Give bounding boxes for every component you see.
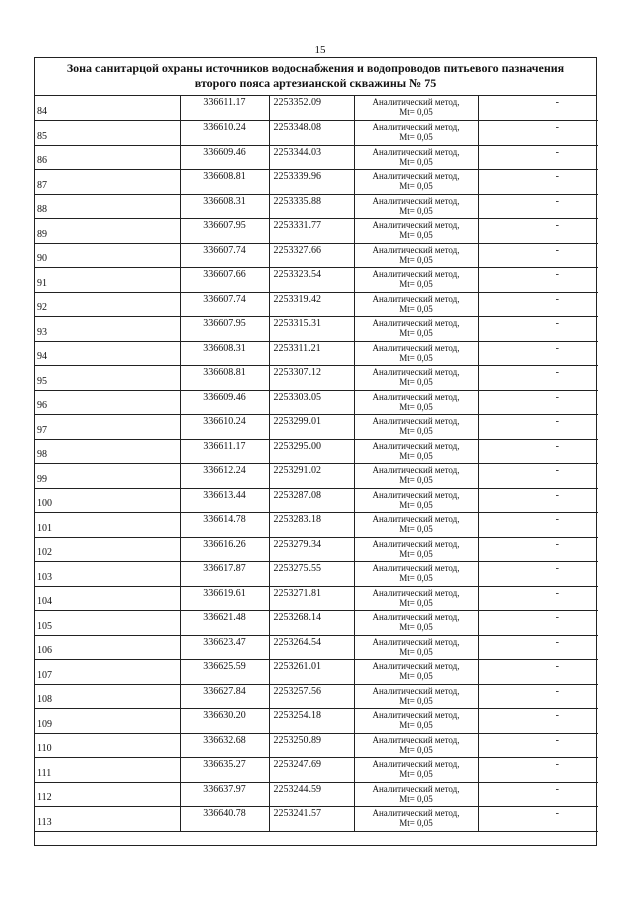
method-accuracy: Mt= 0,05 — [399, 597, 433, 608]
x-coordinate-cell: 336608.81 — [180, 366, 269, 391]
x-coordinate-cell: 336613.44 — [180, 488, 269, 513]
y-coordinate-cell: 2253348.08 — [269, 121, 354, 146]
method-name: Аналитический метод, — [372, 269, 460, 279]
table-row — [35, 415, 598, 440]
method-accuracy: Mt= 0,05 — [399, 475, 433, 485]
method-accuracy: Mt= 0,05 — [399, 793, 433, 804]
point-number: 103 — [37, 571, 52, 583]
point-number-cell — [35, 243, 180, 268]
point-number: 89 — [37, 228, 47, 240]
method-cell — [354, 660, 478, 685]
point-number: 96 — [37, 400, 47, 411]
method-cell — [354, 758, 478, 783]
method-accuracy: Mt= 0,05 — [399, 450, 433, 461]
y-coordinate-cell: 2253279.34 — [269, 537, 354, 562]
point-number-cell — [35, 390, 180, 415]
x-coordinate-cell: 336607.95 — [180, 317, 269, 342]
x-coordinate-cell: 336607.95 — [180, 219, 269, 244]
point-number: 107 — [37, 669, 52, 681]
y-coordinate-cell: 2253315.31 — [269, 317, 354, 342]
method-cell — [354, 537, 478, 562]
method-accuracy: Mt= 0,05 — [399, 744, 433, 755]
coordinates-table — [35, 96, 598, 832]
y-coordinate-cell: 2253257.56 — [269, 684, 354, 709]
table-row — [35, 660, 598, 685]
point-number: 87 — [37, 179, 47, 191]
method-name: Аналитический метод, — [372, 97, 460, 107]
point-number: 93 — [37, 326, 47, 338]
y-coordinate-cell: 2253254.18 — [269, 709, 354, 734]
mark-cell: - — [478, 341, 598, 366]
mark-cell: - — [478, 292, 598, 317]
mark-cell: - — [478, 366, 598, 391]
y-coordinate-cell: 2253335.88 — [269, 194, 354, 219]
point-number: 99 — [37, 473, 47, 485]
method-accuracy: Mt= 0,05 — [399, 205, 433, 216]
y-coordinate-cell: 2253344.03 — [269, 145, 354, 170]
table-row — [35, 268, 598, 293]
y-coordinate-cell: 2253339.96 — [269, 170, 354, 195]
y-coordinate-cell: 2253311.21 — [269, 341, 354, 366]
x-coordinate-cell: 336625.59 — [180, 660, 269, 685]
table-row — [35, 635, 598, 660]
mark-cell: - — [478, 121, 598, 146]
mark-cell: - — [478, 464, 598, 489]
point-number-cell — [35, 586, 180, 611]
table-row — [35, 317, 598, 342]
method-name: Аналитический метод, — [372, 293, 460, 304]
table-row — [35, 611, 598, 636]
x-coordinate-cell: 336611.17 — [180, 439, 269, 464]
mark-cell: - — [478, 611, 598, 636]
method-name: Аналитический метод, — [372, 685, 460, 696]
method-name: Аналитический метод, — [372, 710, 460, 720]
method-name: Аналитический метод, — [372, 367, 460, 377]
method-name: Аналитический метод, — [372, 636, 460, 647]
x-coordinate-cell: 336607.74 — [180, 243, 269, 268]
mark-cell: - — [478, 317, 598, 342]
point-number: 91 — [37, 277, 47, 289]
table-row — [35, 341, 598, 366]
point-number-cell — [35, 660, 180, 685]
method-name: Аналитический метод, — [372, 391, 460, 402]
table-row — [35, 366, 598, 391]
table-row — [35, 537, 598, 562]
method-cell — [354, 292, 478, 317]
x-coordinate-cell: 336635.27 — [180, 758, 269, 783]
method-name: Аналитический метод, — [372, 318, 460, 328]
method-accuracy: Mt= 0,05 — [399, 818, 433, 828]
y-coordinate-cell: 2253283.18 — [269, 513, 354, 538]
point-number: 97 — [37, 424, 47, 436]
point-number: 105 — [37, 620, 52, 632]
mark-cell: - — [478, 268, 598, 293]
mark-cell: - — [478, 684, 598, 709]
mark-cell: - — [478, 170, 598, 195]
table-row — [35, 709, 598, 734]
mark-cell: - — [478, 586, 598, 611]
method-name: Аналитический метод, — [372, 587, 460, 598]
point-number-cell — [35, 439, 180, 464]
point-number: 101 — [37, 522, 52, 534]
method-name: Аналитический метод, — [372, 465, 460, 475]
method-name: Аналитический метод, — [372, 244, 460, 255]
y-coordinate-cell: 2253307.12 — [269, 366, 354, 391]
x-coordinate-cell: 336619.61 — [180, 586, 269, 611]
method-name: Аналитический метод, — [372, 612, 460, 622]
x-coordinate-cell: 336609.46 — [180, 390, 269, 415]
coordinates-table-body — [35, 96, 598, 831]
y-coordinate-cell: 2253295.00 — [269, 439, 354, 464]
method-accuracy: Mt= 0,05 — [399, 720, 433, 730]
method-cell — [354, 366, 478, 391]
point-number-cell — [35, 635, 180, 660]
method-cell — [354, 341, 478, 366]
method-accuracy: Mt= 0,05 — [399, 230, 433, 240]
method-cell — [354, 709, 478, 734]
method-name: Аналитический метод, — [372, 146, 460, 157]
y-coordinate-cell: 2253261.01 — [269, 660, 354, 685]
point-number: 104 — [37, 596, 52, 607]
method-cell — [354, 317, 478, 342]
y-coordinate-cell: 2253247.69 — [269, 758, 354, 783]
method-accuracy: Mt= 0,05 — [399, 352, 433, 363]
point-number: 86 — [37, 155, 47, 166]
method-cell — [354, 488, 478, 513]
x-coordinate-cell: 336640.78 — [180, 807, 269, 832]
table-row — [35, 464, 598, 489]
method-cell — [354, 782, 478, 807]
point-number-cell — [35, 782, 180, 807]
point-number-cell — [35, 611, 180, 636]
point-number: 92 — [37, 302, 47, 313]
y-coordinate-cell: 2253352.09 — [269, 96, 354, 121]
mark-cell: - — [478, 145, 598, 170]
point-number: 109 — [37, 718, 52, 730]
point-number: 110 — [37, 743, 52, 754]
table-row — [35, 586, 598, 611]
method-accuracy: Mt= 0,05 — [399, 524, 433, 534]
method-cell — [354, 170, 478, 195]
method-cell — [354, 684, 478, 709]
mark-cell: - — [478, 807, 598, 832]
point-number: 84 — [37, 106, 47, 117]
mark-cell: - — [478, 758, 598, 783]
point-number-cell — [35, 709, 180, 734]
method-accuracy: Mt= 0,05 — [399, 622, 433, 632]
table-row — [35, 292, 598, 317]
y-coordinate-cell: 2253275.55 — [269, 562, 354, 587]
point-number-cell — [35, 341, 180, 366]
x-coordinate-cell: 336608.31 — [180, 341, 269, 366]
method-accuracy: Mt= 0,05 — [399, 279, 433, 289]
method-accuracy: Mt= 0,05 — [399, 499, 433, 510]
x-coordinate-cell: 336623.47 — [180, 635, 269, 660]
point-number: 85 — [37, 130, 47, 142]
table-row — [35, 219, 598, 244]
method-cell — [354, 390, 478, 415]
method-accuracy: Mt= 0,05 — [399, 328, 433, 338]
point-number: 98 — [37, 449, 47, 460]
y-coordinate-cell: 2253331.77 — [269, 219, 354, 244]
method-cell — [354, 586, 478, 611]
table-row — [35, 562, 598, 587]
x-coordinate-cell: 336637.97 — [180, 782, 269, 807]
document-sheet — [34, 57, 597, 846]
method-cell — [354, 464, 478, 489]
y-coordinate-cell: 2253241.57 — [269, 807, 354, 832]
method-name: Аналитический метод, — [372, 514, 460, 524]
method-name: Аналитический метод, — [372, 783, 460, 794]
page-number: 15 — [314, 44, 326, 56]
method-cell — [354, 611, 478, 636]
point-number-cell — [35, 366, 180, 391]
table-row — [35, 96, 598, 121]
method-name: Аналитический метод, — [372, 440, 460, 451]
point-number: 100 — [37, 498, 52, 509]
x-coordinate-cell: 336611.17 — [180, 96, 269, 121]
point-number-cell — [35, 807, 180, 832]
method-accuracy: Mt= 0,05 — [399, 426, 433, 436]
heading-line-2: второго пояса артезианской скважины № 75 — [194, 76, 437, 90]
point-number-cell — [35, 758, 180, 783]
point-number: 106 — [37, 645, 52, 656]
point-number-cell — [35, 219, 180, 244]
method-accuracy: Mt= 0,05 — [399, 132, 433, 142]
method-cell — [354, 733, 478, 758]
method-name: Аналитический метод, — [372, 122, 460, 132]
x-coordinate-cell: 336612.24 — [180, 464, 269, 489]
table-row — [35, 733, 598, 758]
method-name: Аналитический метод, — [372, 538, 460, 549]
x-coordinate-cell: 336608.31 — [180, 194, 269, 219]
point-number-cell — [35, 464, 180, 489]
y-coordinate-cell: 2253303.05 — [269, 390, 354, 415]
method-name: Аналитический метод, — [372, 342, 460, 353]
mark-cell: - — [478, 635, 598, 660]
method-name: Аналитический метод, — [372, 195, 460, 206]
table-row — [35, 390, 598, 415]
point-number: 111 — [37, 767, 52, 779]
x-coordinate-cell: 336627.84 — [180, 684, 269, 709]
mark-cell: - — [478, 96, 598, 121]
y-coordinate-cell: 2253250.89 — [269, 733, 354, 758]
point-number-cell — [35, 733, 180, 758]
y-coordinate-cell: 2253264.54 — [269, 635, 354, 660]
method-accuracy: Mt= 0,05 — [399, 695, 433, 706]
method-name: Аналитический метод, — [372, 489, 460, 500]
table-heading — [35, 58, 596, 96]
mark-cell: - — [478, 488, 598, 513]
x-coordinate-cell: 336609.46 — [180, 145, 269, 170]
point-number: 102 — [37, 547, 52, 558]
mark-cell: - — [478, 537, 598, 562]
table-row — [35, 145, 598, 170]
method-cell — [354, 121, 478, 146]
point-number-cell — [35, 170, 180, 195]
point-number-cell — [35, 96, 180, 121]
x-coordinate-cell: 336607.66 — [180, 268, 269, 293]
table-row — [35, 684, 598, 709]
x-coordinate-cell: 336621.48 — [180, 611, 269, 636]
x-coordinate-cell: 336608.81 — [180, 170, 269, 195]
table-row — [35, 513, 598, 538]
y-coordinate-cell: 2253299.01 — [269, 415, 354, 440]
method-cell — [354, 268, 478, 293]
y-coordinate-cell: 2253291.02 — [269, 464, 354, 489]
y-coordinate-cell: 2253244.59 — [269, 782, 354, 807]
point-number: 94 — [37, 351, 47, 362]
point-number: 108 — [37, 694, 52, 705]
point-number-cell — [35, 415, 180, 440]
table-row — [35, 243, 598, 268]
mark-cell: - — [478, 562, 598, 587]
method-name: Аналитический метод, — [372, 808, 460, 818]
x-coordinate-cell: 336610.24 — [180, 415, 269, 440]
method-accuracy: Mt= 0,05 — [399, 548, 433, 559]
method-accuracy: Mt= 0,05 — [399, 401, 433, 412]
method-accuracy: Mt= 0,05 — [399, 107, 433, 117]
x-coordinate-cell: 336632.68 — [180, 733, 269, 758]
y-coordinate-cell: 2253327.66 — [269, 243, 354, 268]
table-row — [35, 758, 598, 783]
method-accuracy: Mt= 0,05 — [399, 303, 433, 314]
table-row — [35, 439, 598, 464]
mark-cell: - — [478, 733, 598, 758]
method-accuracy: Mt= 0,05 — [399, 156, 433, 167]
mark-cell: - — [478, 194, 598, 219]
x-coordinate-cell: 336614.78 — [180, 513, 269, 538]
y-coordinate-cell: 2253268.14 — [269, 611, 354, 636]
point-number: 88 — [37, 204, 47, 215]
method-accuracy: Mt= 0,05 — [399, 181, 433, 191]
x-coordinate-cell: 336630.20 — [180, 709, 269, 734]
mark-cell: - — [478, 782, 598, 807]
heading-line-1: Зона санитарцой охраны источников водоснабжения и водопроводов питьевого пазначения — [66, 61, 565, 75]
point-number-cell — [35, 488, 180, 513]
method-cell — [354, 145, 478, 170]
point-number: 113 — [37, 816, 52, 828]
method-name: Аналитический метод, — [372, 734, 460, 745]
x-coordinate-cell: 336616.26 — [180, 537, 269, 562]
method-accuracy: Mt= 0,05 — [399, 254, 433, 265]
x-coordinate-cell: 336607.74 — [180, 292, 269, 317]
method-cell — [354, 635, 478, 660]
point-number-cell — [35, 537, 180, 562]
table-row — [35, 194, 598, 219]
table-row — [35, 807, 598, 832]
method-cell — [354, 562, 478, 587]
point-number-cell — [35, 562, 180, 587]
method-cell — [354, 439, 478, 464]
point-number-cell — [35, 121, 180, 146]
method-accuracy: Mt= 0,05 — [399, 573, 433, 583]
method-name: Аналитический метод, — [372, 661, 460, 671]
y-coordinate-cell: 2253271.81 — [269, 586, 354, 611]
point-number: 90 — [37, 253, 47, 264]
table-row — [35, 488, 598, 513]
point-number-cell — [35, 317, 180, 342]
table-row — [35, 121, 598, 146]
mark-cell: - — [478, 709, 598, 734]
method-accuracy: Mt= 0,05 — [399, 769, 433, 779]
x-coordinate-cell: 336617.87 — [180, 562, 269, 587]
mark-cell: - — [478, 243, 598, 268]
method-cell — [354, 415, 478, 440]
method-cell — [354, 194, 478, 219]
point-number: 112 — [37, 792, 52, 803]
point-number-cell — [35, 684, 180, 709]
point-number-cell — [35, 145, 180, 170]
mark-cell: - — [478, 439, 598, 464]
table-row — [35, 170, 598, 195]
mark-cell: - — [478, 390, 598, 415]
y-coordinate-cell: 2253323.54 — [269, 268, 354, 293]
method-cell — [354, 243, 478, 268]
mark-cell: - — [478, 219, 598, 244]
point-number-cell — [35, 194, 180, 219]
method-accuracy: Mt= 0,05 — [399, 646, 433, 657]
method-cell — [354, 96, 478, 121]
method-accuracy: Mt= 0,05 — [399, 671, 433, 681]
method-cell — [354, 807, 478, 832]
point-number: 95 — [37, 375, 47, 387]
method-accuracy: Mt= 0,05 — [399, 377, 433, 387]
mark-cell: - — [478, 415, 598, 440]
point-number-cell — [35, 513, 180, 538]
x-coordinate-cell: 336610.24 — [180, 121, 269, 146]
method-name: Аналитический метод, — [372, 759, 460, 769]
method-name: Аналитический метод, — [372, 171, 460, 181]
y-coordinate-cell: 2253319.42 — [269, 292, 354, 317]
point-number-cell — [35, 292, 180, 317]
y-coordinate-cell: 2253287.08 — [269, 488, 354, 513]
table-row — [35, 782, 598, 807]
method-cell — [354, 219, 478, 244]
point-number-cell — [35, 268, 180, 293]
method-name: Аналитический метод, — [372, 563, 460, 573]
mark-cell: - — [478, 513, 598, 538]
method-name: Аналитический метод, — [372, 416, 460, 426]
method-cell — [354, 513, 478, 538]
method-name: Аналитический метод, — [372, 220, 460, 230]
mark-cell: - — [478, 660, 598, 685]
